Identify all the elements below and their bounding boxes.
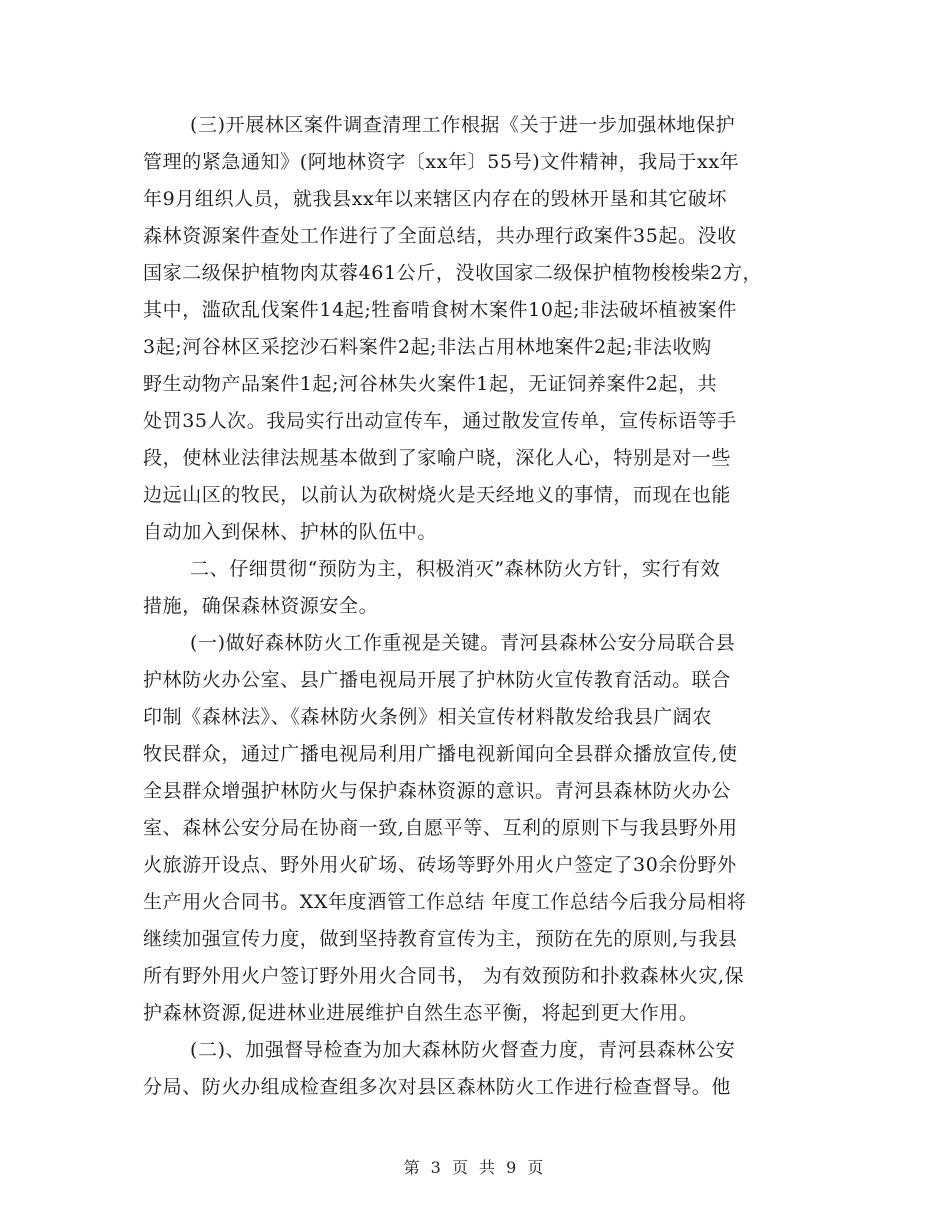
text-line: 火旅游开设点、野外用火矿场、砖场等野外用火户签定了30余份野外 — [143, 854, 737, 876]
text-line: 管理的紧急通知》(阿地林资字〔xx年〕55号)文件精神，我局于xx年 — [143, 151, 740, 173]
text-line: 全县群众增强护林防火与保护森林资源的意识。青河县森林防火办公 — [143, 780, 732, 802]
section-heading: 措施，确保森林资源安全。 — [143, 595, 379, 617]
text-line: (二)、加强督导检查为加大森林防火督查力度，青河县森林公安 — [190, 1039, 736, 1061]
page-footer: 第 3 页 共 9 页 — [403, 1158, 547, 1177]
text-line: 分局、防火办组成检查组多次对县区森林防火工作进行检查督导。他 — [143, 1076, 732, 1098]
text-line: (一)做好森林防火工作重视是关键。青河县森林公安分局联合县 — [190, 632, 736, 654]
text-line: 护林防火办公室、县广播电视局开展了护林防火宣传教育活动。联合 — [143, 669, 732, 691]
text-line: 段，使林业法律法规基本做到了家喻户晓，深化人心，特别是对一些 — [143, 447, 732, 469]
text-line: 牧民群众，通过广播电视局利用广播电视新闻向全县群众播放宣传,使 — [143, 743, 738, 765]
text-line: 护森林资源,促进林业进展维护自然生态平衡，将起到更大作用。 — [143, 1002, 699, 1024]
text-line: 森林资源案件查处工作进行了全面总结，共办理行政案件35起。没收 — [143, 225, 737, 247]
section-heading: 二、仔细贯彻“预防为主，积极消灭”森林防火方针，实行有效 — [190, 558, 721, 580]
text-line: 野生动物产品案件1起;河谷林失火案件1起，无证饲养案件2起，共 — [143, 373, 718, 395]
text-line: 国家二级保护植物肉苁蓉461公斤，没收国家二级保护植物梭梭柴2方， — [143, 262, 763, 284]
text-line: 3起;河谷林区采挖沙石料案件2起;非法占用林地案件2起;非法收购 — [143, 336, 712, 358]
text-line: 处罚35人次。我局实行出动宣传车，通过散发宣传单，宣传标语等手 — [143, 410, 737, 432]
text-line: 年9月组织人员，就我县xx年以来辖区内存在的毁林开垦和其它破坏 — [143, 188, 728, 210]
text-line: 印制《森林法》、《森林防火条例》相关宣传材料散发给我县广阔农 — [143, 706, 713, 728]
text-line: 其中，滥砍乱伐案件14起;牲畜啃食树木案件10起;非法破坏植被案件 — [143, 299, 737, 321]
text-line: (三)开展林区案件调查清理工作根据《关于进一步加强林地保护 — [190, 114, 736, 136]
text-line: 生产用火合同书。XX年度酒管工作总结 年度工作总结今后我分局相将 — [143, 891, 747, 913]
text-line: 室、森林公安分局在协商一致,自愿平等、互利的原则下与我县野外用 — [143, 817, 738, 839]
text-line: 继续加强宣传力度，做到坚持教育宣传为主，预防在先的原则,与我县 — [143, 928, 738, 950]
text-line: 自动加入到保林、护林的队伍中。 — [143, 521, 438, 543]
text-line: 边远山区的牧民，以前认为砍树烧火是天经地义的事情，而现在也能 — [143, 484, 732, 506]
text-line: 所有野外用火户签订野外用火合同书， 为有效预防和扑救森林火灾,保 — [143, 965, 745, 987]
